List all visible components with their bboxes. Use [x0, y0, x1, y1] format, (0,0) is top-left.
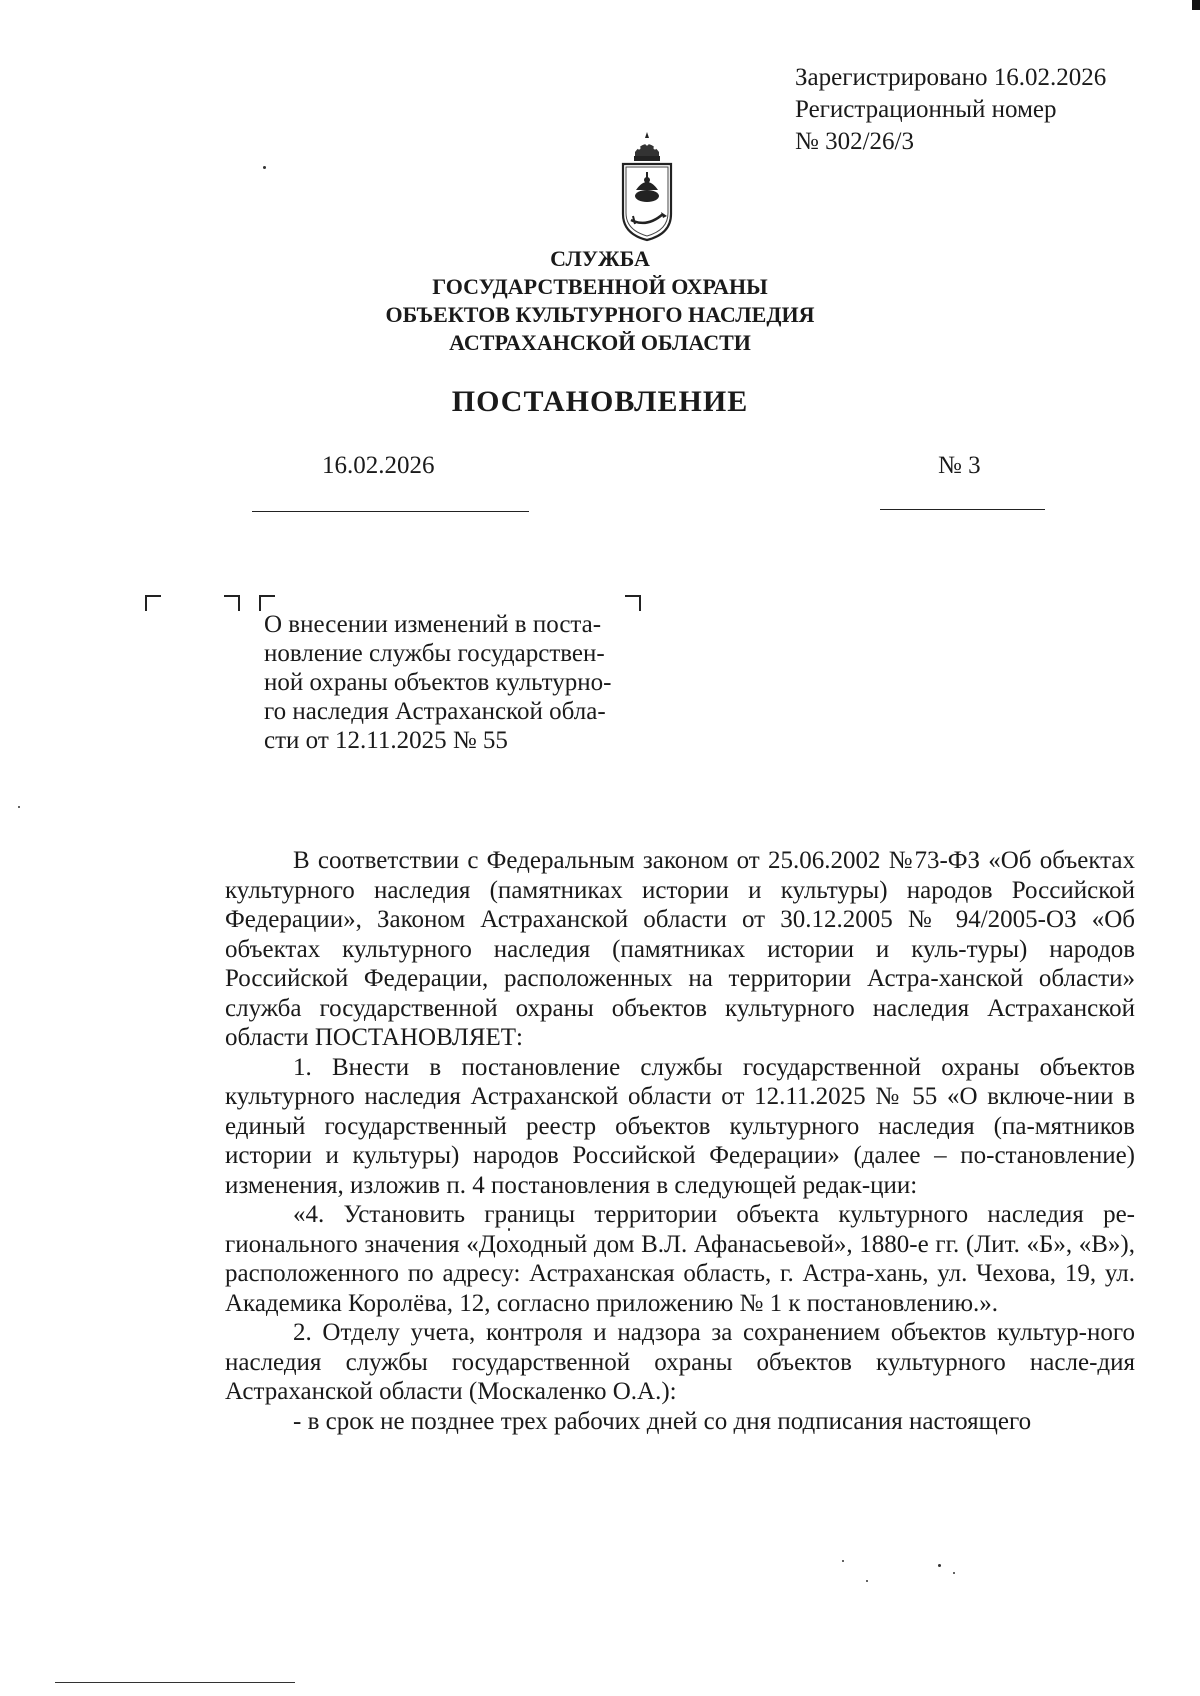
scan-speck: [866, 1580, 868, 1582]
registration-number-line: № 302/26/3: [795, 128, 914, 155]
document-date: 16.02.2026: [322, 452, 435, 479]
body-paragraph-item-2: 2. Отделу учета, контроля и надзора за сохранением объектов культур-ного наследия службы государственной охраны объектов культурного насле-дия Астраханской области (Москаленко О.А.):: [225, 1319, 1135, 1405]
scan-speck: [263, 166, 266, 169]
corner-bracket: [625, 595, 641, 611]
document-type-title: ПОСТАНОВЛЕНИЕ: [451, 385, 749, 418]
date-underline: [252, 511, 529, 512]
organization-name: [300, 245, 900, 357]
document-number: № 3: [938, 452, 981, 479]
organization-line-3: ОБЪЕКТОВ КУЛЬТУРНОГО НАСЛЕДИЯ: [385, 302, 815, 327]
scan-speck: [842, 1560, 844, 1562]
corner-bracket: [224, 595, 240, 611]
corner-bracket: [259, 595, 275, 611]
subject-line-4: го наследия Астраханской обла-: [264, 698, 606, 725]
number-underline: [880, 509, 1045, 510]
subject-line-2: новление службы государствен-: [264, 640, 605, 667]
page-bottom-rule: [55, 1682, 295, 1683]
body-paragraph-subitem: - в срок не позднее трех рабочих дней со дня подписания настоящего: [293, 1407, 1032, 1435]
body-paragraph-preamble: В соответствии с Федеральным законом от 25.06.2002 №73-ФЗ «Об объектах культурного наследия (памятниках истории и культуры) народов Российской Федерации», Законом Астраханской области от 30.12.2005 № 94/2005-ОЗ «Об объектах культурного наследия (памятниках истории и куль-туры) народов Российской Федерации, расположенных на территории Астра-ханской области» служба государственной охраны объектов культурного наследия Астраханской области ПОСТАНОВЛЯЕТ:: [225, 847, 1135, 1051]
scan-speck: [508, 1228, 510, 1231]
coat-of-arms-icon: [617, 130, 677, 242]
organization-line-1: СЛУЖБА: [550, 246, 650, 271]
body-paragraph-item-1: 1. Внести в постановление службы государственной охраны объектов культурного наследия Астраханской области от 12.11.2025 № 55 «О включе-нии в единый государственный реестр объектов культурного наследия (па-мятников истории и культуры) народов Российской Федерации» (далее – по-становление) изменения, изложив п. 4 постановления в следующей редак-ции:: [225, 1053, 1135, 1199]
organization-line-4: АСТРАХАНСКОЙ ОБЛАСТИ: [449, 330, 751, 355]
registration-label-line: Регистрационный номер: [795, 96, 1057, 123]
organization-line-2: ГОСУДАРСТВЕННОЙ ОХРАНЫ: [432, 274, 768, 299]
scan-speck: [18, 806, 20, 808]
registration-stamp: [795, 62, 1106, 158]
corner-bracket: [145, 595, 161, 611]
scan-speck: [938, 1564, 941, 1567]
registration-date-line: Зарегистрировано 16.02.2026: [795, 64, 1107, 91]
scan-speck: [953, 1572, 955, 1574]
body-paragraph-quote: «4. Установить границы территории объекта культурного наследия ре-гионального значения «Доходный дом В.Л. Афанасьевой», 1880-е гг. (Лит. «Б», «В»), расположенного по адресу: Астраханская область, г. Астра-хань, ул. Чехова, 19, ул. Академика Королёва, 12, согласно приложению № 1 к постановлению.».: [225, 1201, 1135, 1317]
subject-line-1: О внесении изменений в поста-: [264, 611, 602, 638]
scan-corner-mark: [1192, 0, 1200, 10]
document-body: [225, 846, 1135, 1436]
subject-line-5: сти от 12.11.2025 № 55: [264, 727, 508, 754]
document-subject: [264, 610, 664, 755]
subject-line-3: ной охраны объектов культурно-: [264, 669, 612, 696]
